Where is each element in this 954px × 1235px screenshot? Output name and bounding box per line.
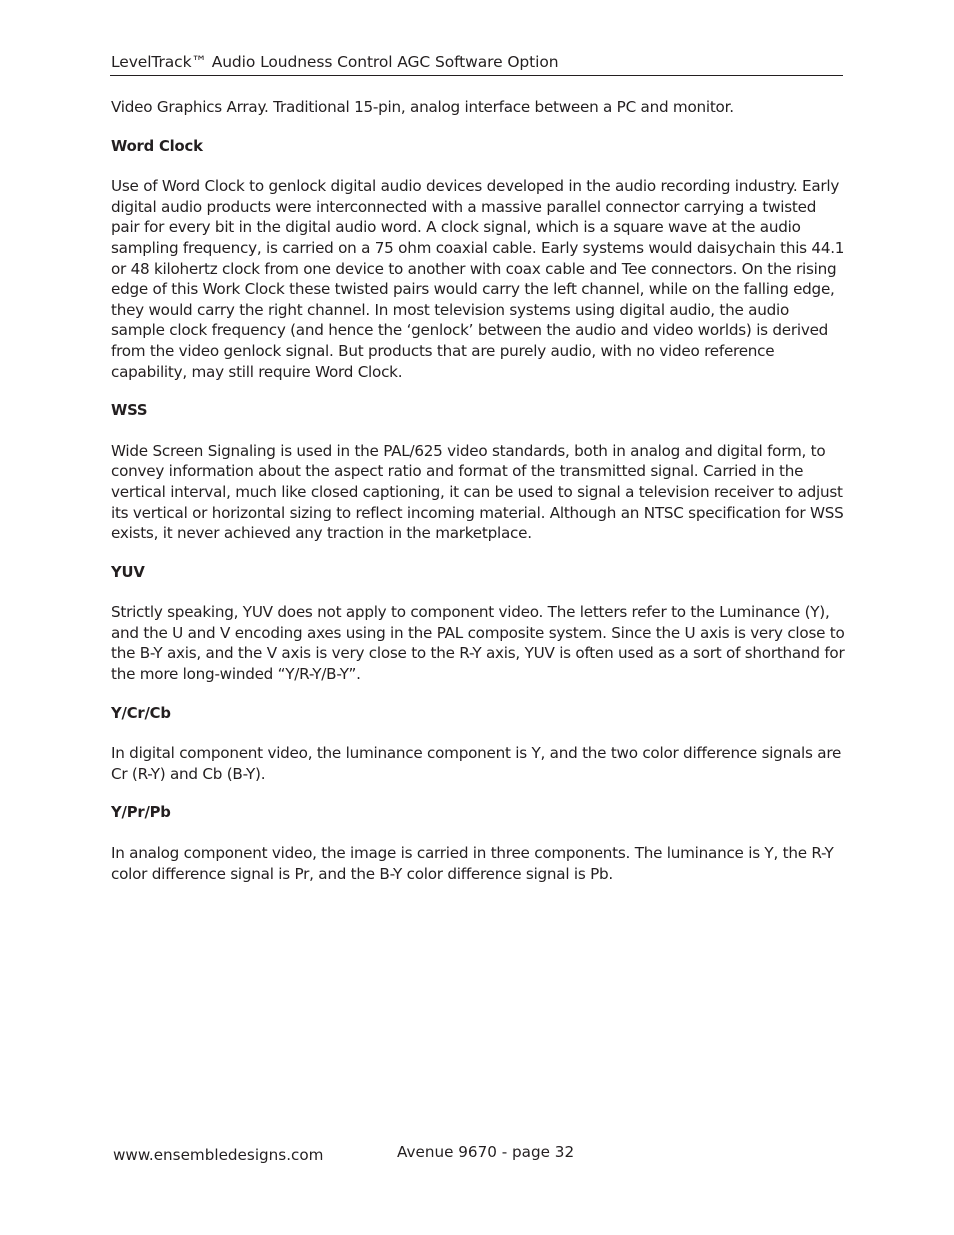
y-cr-cb-definition: In digital component video, the luminance component is Y, and the two color difference signals are Cr (R-Y) and Cb (B-Y). xyxy=(111,744,842,783)
footer-website-link[interactable]: www.ensembledesigns.com xyxy=(113,1146,324,1164)
footer-page-number: Avenue 9670 - page 32 xyxy=(397,1143,575,1161)
document-body xyxy=(111,97,847,903)
word-clock-definition: Use of Word Clock to genlock digital audio devices developed in the audio recording industry. Early digital audio products were interconnected with a massive parallel connector carrying a twisted pair for every bit in the digital audio word. A clock signal, which is a square wave at the audio sampling frequency, is carried on a 75 ohm coaxial cable. Early systems would daisychain this 44.1 or 48 kilohertz clock from one device to another with coax cable and Tee connectors. On the rising edge of this Work Clock these twisted pairs would carry the left channel, while on the falling edge, they would carry the right channel. In most television systems using digital audio, the audio sample clock frequency (and hence the ‘genlock’ between the audio and video worlds) is derived from the video genlock signal. But products that are purely audio, with no video reference capability, may still require Word Clock. xyxy=(111,177,845,381)
heading-yuv: YUV xyxy=(111,563,145,581)
y-pr-pb-definition: In analog component video, the image is carried in three components. The luminance is Y, the R-Y color difference signal is Pr, and the B-Y color difference signal is Pb. xyxy=(111,844,834,883)
heading-wss: WSS xyxy=(111,402,148,420)
page-header-title: LevelTrack™ Audio Loudness Control AGC Software Option xyxy=(111,53,559,71)
yuv-definition: Strictly speaking, YUV does not apply to component video. The letters refer to the Luminance (Y), and the U and V encoding axes using in the PAL composite system. Since the U axis is very close to the B-Y axis, and the V axis is very close to the R-Y axis, YUV is often used as a sort of shorthand for the more long-winded “Y/R-Y/B-Y”. xyxy=(111,603,845,684)
heading-y-pr-pb: Y/Pr/Pb xyxy=(111,804,171,822)
heading-y-cr-cb: Y/Cr/Cb xyxy=(111,704,171,722)
wss-definition: Wide Screen Signaling is used in the PAL/625 video standards, both in analog and digital form, to convey information about the aspect ratio and format of the transmitted signal. Carried in the vertical interval, much like closed captioning, it can be used to signal a television receiver to adjust its vertical or horizontal sizing to reflect incoming material. Although an NTSC specification for WSS exists, it never achieved any traction in the marketplace. xyxy=(111,441,844,543)
header-divider xyxy=(110,75,843,76)
vga-definition: Video Graphics Array. Traditional 15-pin, analog interface between a PC and monitor. xyxy=(111,98,734,116)
heading-word-clock: Word Clock xyxy=(111,137,203,155)
